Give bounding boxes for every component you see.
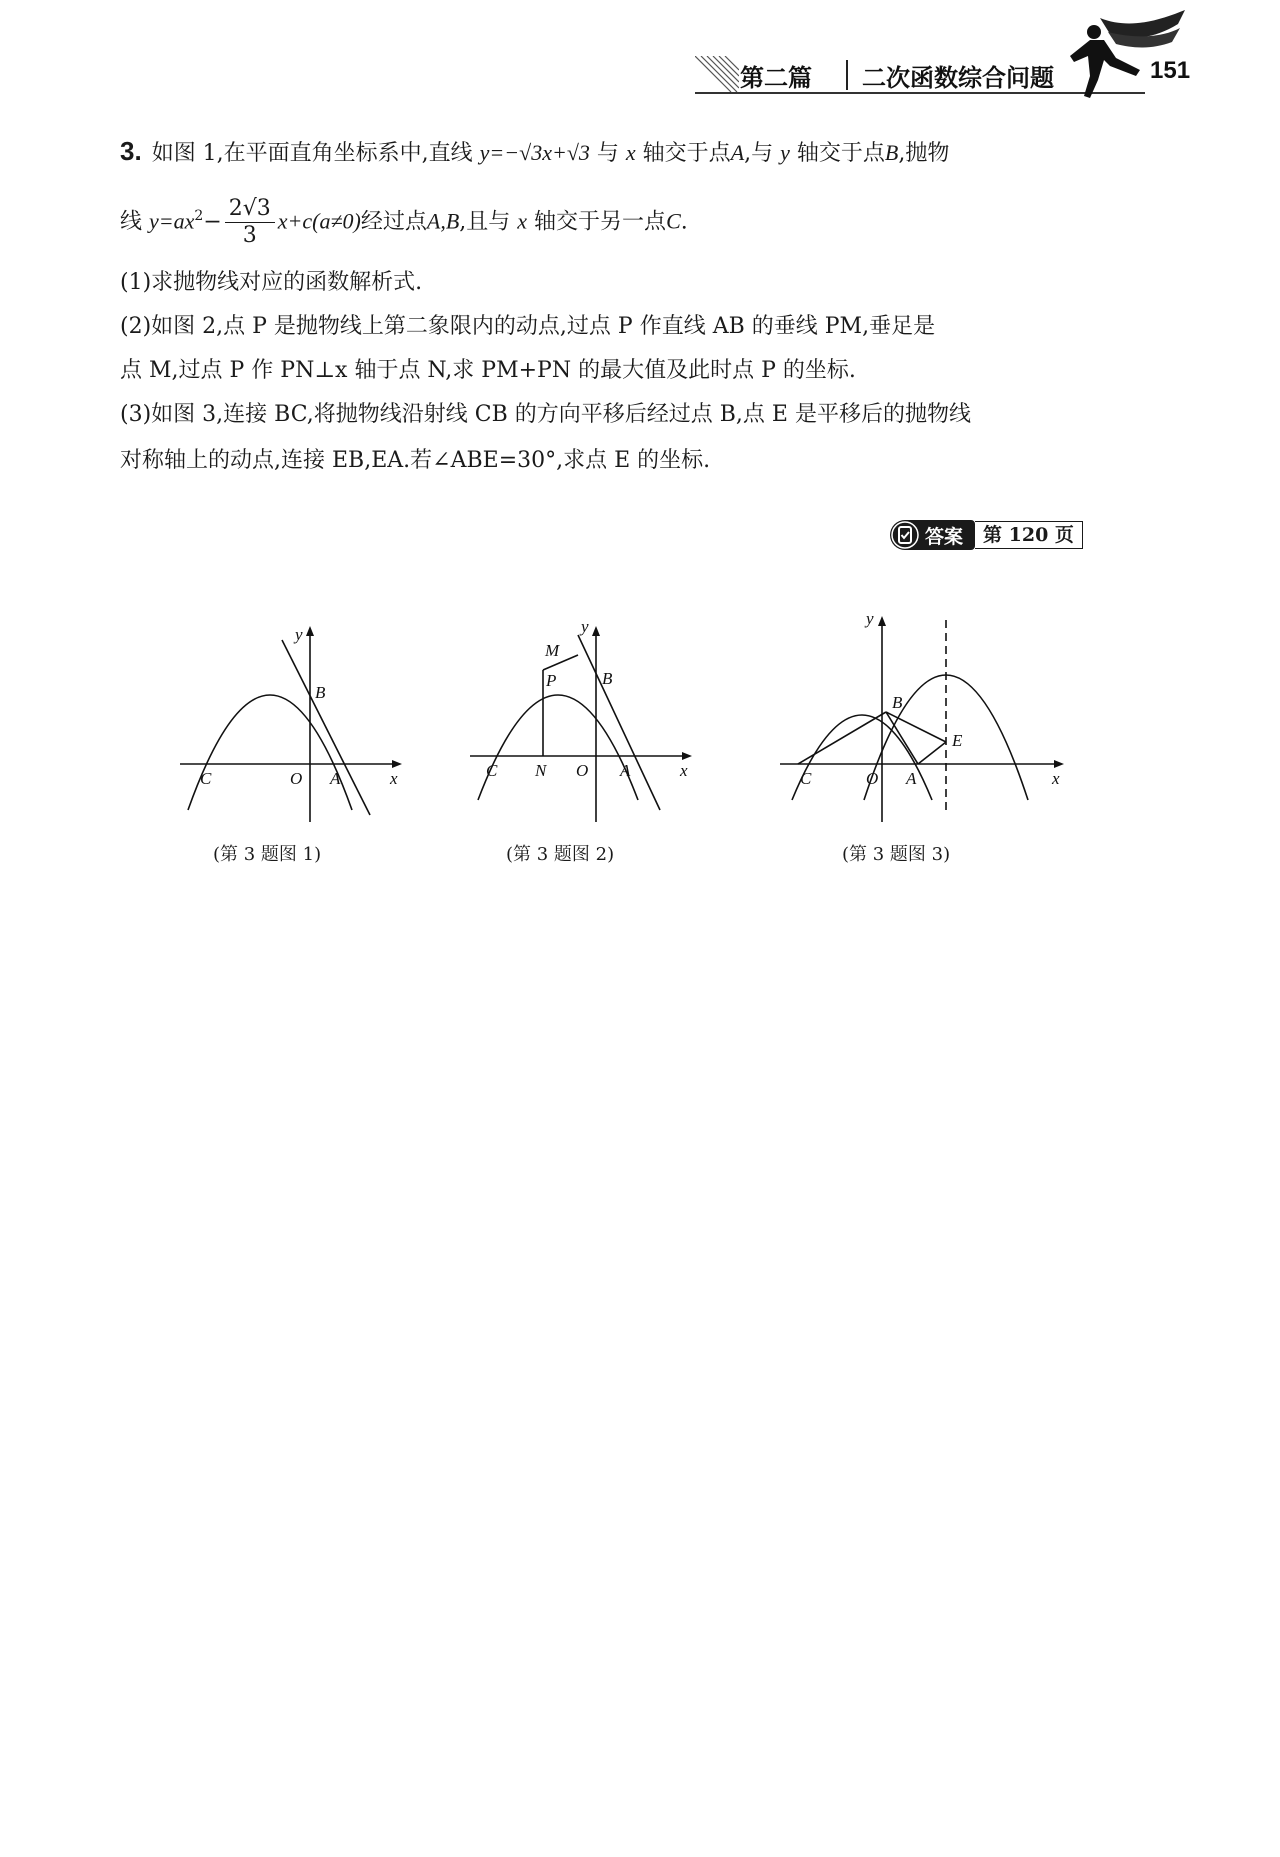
coefficient-fraction [225,196,275,249]
label-y: y [295,625,303,644]
fraction-denominator: 3 [242,223,257,248]
x-arrow [1054,760,1064,768]
y-variable: y [780,140,790,165]
part-1-text: (1)求抛物线对应的函数解析式. [120,270,423,295]
fraction-numerator: 2√3 [225,196,275,223]
label-o: O [866,769,879,788]
label-m: M [545,641,560,660]
point-a: A [730,140,745,165]
line-ab [578,635,660,810]
point-c: C [666,208,681,234]
answer-badge [890,520,975,550]
label-n: N [535,761,547,780]
label-a: A [906,769,917,788]
x-variable: x [625,140,636,165]
figure-1-caption: (第 3 题图 1) [213,844,322,865]
y-arrow [306,626,314,636]
part-2-text-line-2: 点 M,过点 P 作 PN⊥x 轴于点 N,求 PM+PN 的最大值及此时点 P 的坐标. [120,358,856,383]
y-arrow [878,616,886,626]
label-y: y [866,609,874,628]
minus-sign: − [203,209,222,235]
figure-2 [460,600,700,834]
figure-3 [770,600,1070,834]
figure-2-caption: (第 3 题图 2) [506,844,615,865]
line2-text-b: 经过点 [360,209,427,235]
problem-line-2 [120,196,688,249]
intro-text-b: 与 [596,141,619,166]
label-c: C [200,769,212,788]
label-c: C [486,761,498,780]
intro-text-e: 轴交于点 [796,141,885,166]
topic-title: 二次函数综合问题 [862,64,1054,92]
parabola-rest: x+c(a≠0) [277,208,361,234]
exponent: 2 [194,208,204,225]
label-b: B [315,683,326,702]
answer-label: 答案 [925,525,964,548]
label-x: x [390,769,398,788]
line2-text-a: 线 [120,209,143,235]
segment-cb [798,712,886,764]
period: . [680,209,688,235]
label-x: x [1052,769,1060,788]
line2-text-c: ,且与 [459,209,511,235]
problem-line-1 [120,136,949,169]
answer-reference [890,520,1083,550]
figure-1 [170,600,410,834]
line-ab [282,640,370,815]
label-a: A [620,761,631,780]
header-hatch-decoration [695,56,739,92]
figure-3-diagram [770,600,1070,830]
question-number: 3. [120,136,142,166]
intro-text-a: 如图 1,在平面直角坐标系中,直线 [151,141,473,166]
label-a: A [330,769,341,788]
figure-1-diagram [170,600,410,830]
parabola [188,695,352,810]
page-header [0,0,1280,110]
part-2-text-line-1: (2)如图 2,点 P 是抛物线上第二象限内的动点,过点 P 作直线 AB 的垂线 PM,垂足是 [120,314,936,339]
x-variable-2: x [517,208,528,234]
label-o: O [576,761,589,780]
label-c: C [800,769,812,788]
y-arrow [592,626,600,636]
header-separator [846,60,848,90]
segment-ea [918,742,946,764]
parabola-lhs: y=ax [149,208,195,234]
answer-page: 第 120 页 [975,521,1083,549]
intro-text-c: 轴交于点 [642,141,731,166]
figure-3-caption: (第 3 题图 3) [842,844,951,865]
page-number: 151 [1150,57,1191,84]
part-3-text-line-2: 对称轴上的动点,连接 EB,EA.若∠ABE=30°,求点 E 的坐标. [120,448,711,473]
label-y: y [581,617,589,636]
line-equation: y=−√3x+√3 [479,140,590,165]
runner-icon [1060,10,1185,100]
check-clipboard-icon [891,521,919,549]
part-3-text-line-1: (3)如图 3,连接 BC,将抛物线沿射线 CB 的方向平移后经过点 B,点 E 是平移后的抛物线 [120,402,971,427]
x-arrow [392,760,402,768]
label-o: O [290,769,303,788]
part-title: 第二篇 [740,64,812,92]
point-b: B [884,140,899,165]
intro-text-d: ,与 [744,141,774,166]
label-p: P [546,671,557,690]
figure-2-diagram [460,600,700,830]
label-x: x [680,761,688,780]
intro-text-f: ,抛物 [898,141,950,166]
label-b: B [602,669,613,688]
label-e: E [952,731,963,750]
x-arrow [682,752,692,760]
line2-text-d: 轴交于另一点 [534,209,667,235]
label-b: B [892,693,903,712]
points-ab: A,B [426,208,460,234]
